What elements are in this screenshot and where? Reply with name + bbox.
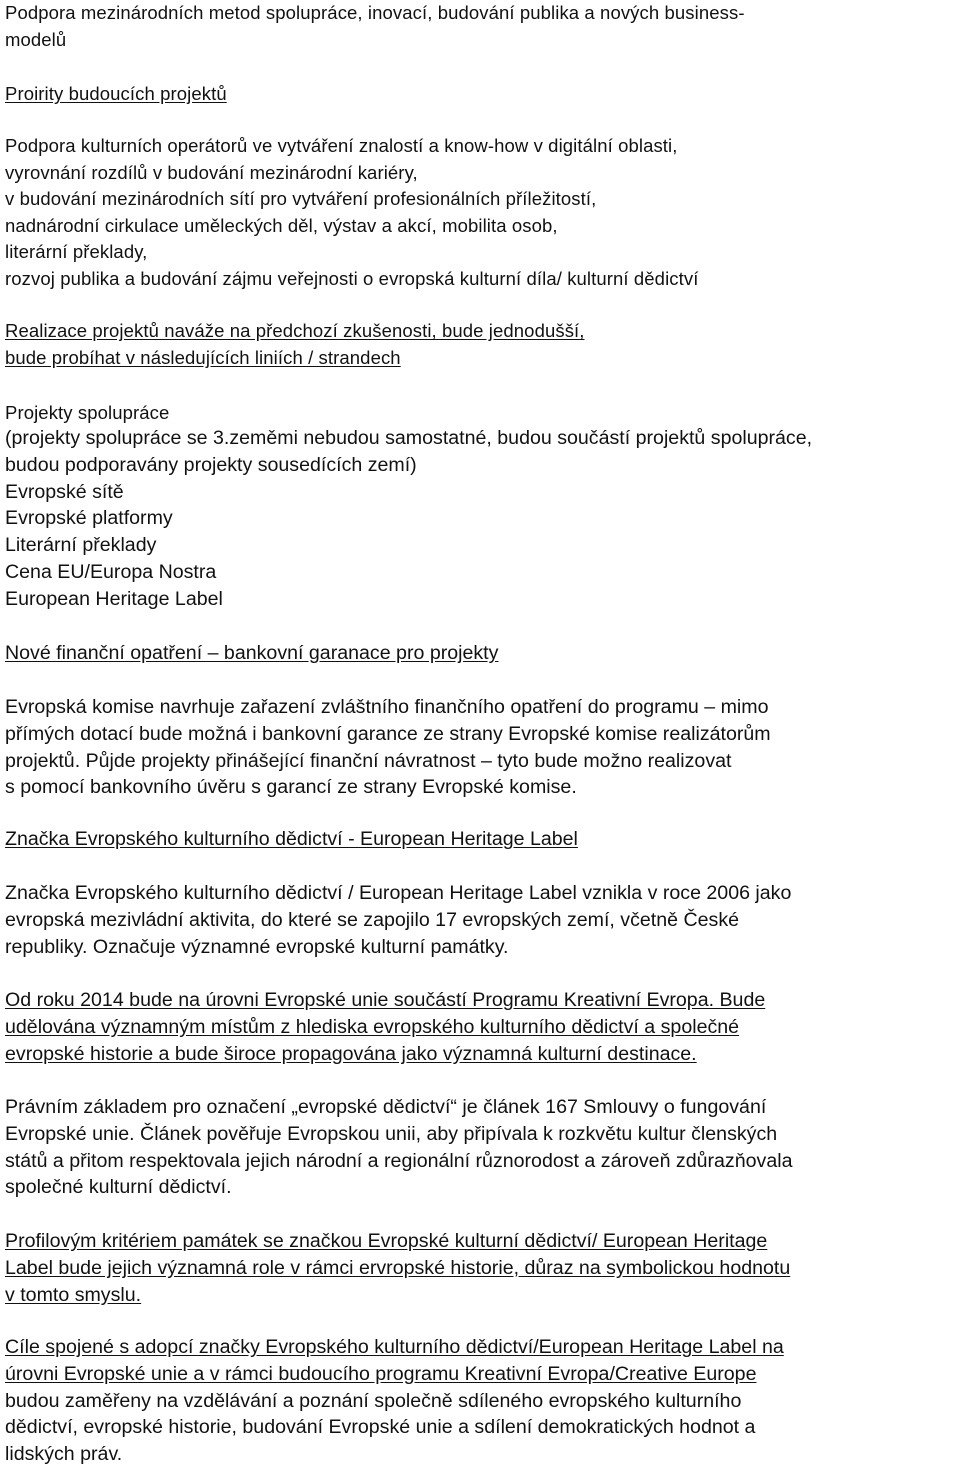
text-line: nadnárodní cirkulace uměleckých děl, výstav a akcí, mobilita osob, <box>5 214 558 236</box>
text-line: Evropské platformy <box>5 507 173 530</box>
text-line: (projekty spolupráce se 3.zeměmi nebudou samostatné, budou součástí projektů spolupráce, <box>5 427 813 449</box>
text-line: společné kulturní dědictví. <box>5 1176 232 1199</box>
label-goals-paragraph <box>5 1334 957 1468</box>
text-line: s pomocí bankovního úvěru s garancí ze strany Evropské komise. <box>5 776 577 799</box>
text-line: Literární překlady <box>5 534 157 557</box>
text-line: Právním základem pro označení „evropské dědictví“ je článek 167 Smlouvy o fungování <box>5 1096 767 1118</box>
text-line: budou zaměřeny na vzdělávání a poznání společně sdíleného evropského kulturního <box>5 1389 742 1412</box>
label-program-paragraph <box>5 987 957 1067</box>
text-line: budou podporavány projekty sousedících zemí) <box>5 453 417 476</box>
text-line: Evropské unie. Článek pověřuje Evropskou unii, aby připívala k rozkvětu kultur členských <box>5 1122 778 1145</box>
label-heading <box>5 826 957 853</box>
text-line: dědictví, evropské historie, budování Evropské unie a sdílení demokratických hodnot a <box>5 1416 756 1439</box>
text-line: úrovni Evropské unie a v rámci budoucího programu Kreativní Evropa/Creative Europe <box>5 1362 757 1385</box>
label-legal-paragraph <box>5 1094 957 1201</box>
realization-paragraph <box>5 318 957 371</box>
financial-paragraph <box>5 694 957 801</box>
text-line: vyrovnání rozdílů v budování mezinárodní kariéry, <box>5 161 418 183</box>
text-line: Evropská komise navrhuje zařazení zvláštního finančního opatření do programu – mimo <box>5 696 769 718</box>
text-line: bude probíhat v následujících liniích / strandech <box>5 346 401 368</box>
text-line: v budování mezinárodních sítí pro vytváření profesionálních příležitostí, <box>5 188 597 209</box>
text-line: European Heritage Label <box>5 587 223 610</box>
text-line: Cíle spojené s adopcí značky Evropského kulturního dědictví/European Heritage Label na <box>5 1336 784 1358</box>
text-line: Nové finanční opatření – bankovní garanace pro projekty <box>5 642 499 664</box>
text-line: Podpora mezinárodních metod spolupráce, inovací, budování publika a nových business- <box>5 2 745 23</box>
text-line: literární překlady, <box>5 241 148 262</box>
text-line: lidských práv. <box>5 1443 123 1466</box>
text-line: rozvoj publika a budování zájmu veřejnosti o evropská kulturní díla/ kulturní dědictví <box>5 267 699 289</box>
text-line: Evropské sítě <box>5 480 124 503</box>
text-line: přímých dotací bude možná i bankovní garance ze strany Evropské komise realizátorům <box>5 722 771 745</box>
text-line: Label bude jejich významná role v rámci ervropské historie, důraz na symbolickou hodnotu <box>5 1256 791 1279</box>
text-line: udělována významným místům z hlediska evropského kulturního dědictví a společné <box>5 1015 740 1038</box>
projects-heading <box>5 400 957 427</box>
text-line: evropská mezivládní aktivita, do které se zapojilo 17 evropských zemí, včetně České <box>5 908 740 931</box>
label-criterion-paragraph <box>5 1228 957 1308</box>
text-line: Cena EU/Europa Nostra <box>5 560 217 583</box>
text-line: Podpora kulturních operátorů ve vytváření znalostí a know-how v digitální oblasti, <box>5 135 678 156</box>
label-intro-paragraph <box>5 880 957 960</box>
text-line: evropské historie a bude široce propagována jako významná kulturní destinace. <box>5 1042 697 1065</box>
text-line: modelů <box>5 28 67 50</box>
text-line: států a přitom respektovala jejich národní a regionální různorodost a zároveň zdůrazňovala <box>5 1149 793 1172</box>
text-line: Značka Evropského kulturního dědictví - European Heritage Label <box>5 828 578 850</box>
projects-paragraph <box>5 425 957 613</box>
priorities-paragraph <box>5 133 957 292</box>
text-line: projektů. Půjde projekty přinášející finanční návratnost – tyto bude možno realizovat <box>5 749 732 772</box>
text-line: republiky. Označuje významné evropské kulturní památky. <box>5 935 509 958</box>
text-line: Od roku 2014 bude na úrovni Evropské unie součástí Programu Kreativní Evropa. Bude <box>5 989 766 1011</box>
text-line: Značka Evropského kulturního dědictví / European Heritage Label vznikla v roce 2006 jako <box>5 882 792 904</box>
text-line: Realizace projektů naváže na předchozí zkušenosti, bude jednodušší, <box>5 320 585 341</box>
intro-heading <box>5 0 957 53</box>
text-line: v tomto smyslu. <box>5 1283 142 1306</box>
text-line: Profilovým kritériem památek se značkou Evropské kulturní dědictví/ European Heritage <box>5 1230 768 1252</box>
text-line: Proirity budoucích projektů <box>5 83 227 104</box>
text-line: Projekty spolupráce <box>5 402 170 423</box>
priorities-heading <box>5 81 957 108</box>
financial-heading <box>5 640 957 667</box>
